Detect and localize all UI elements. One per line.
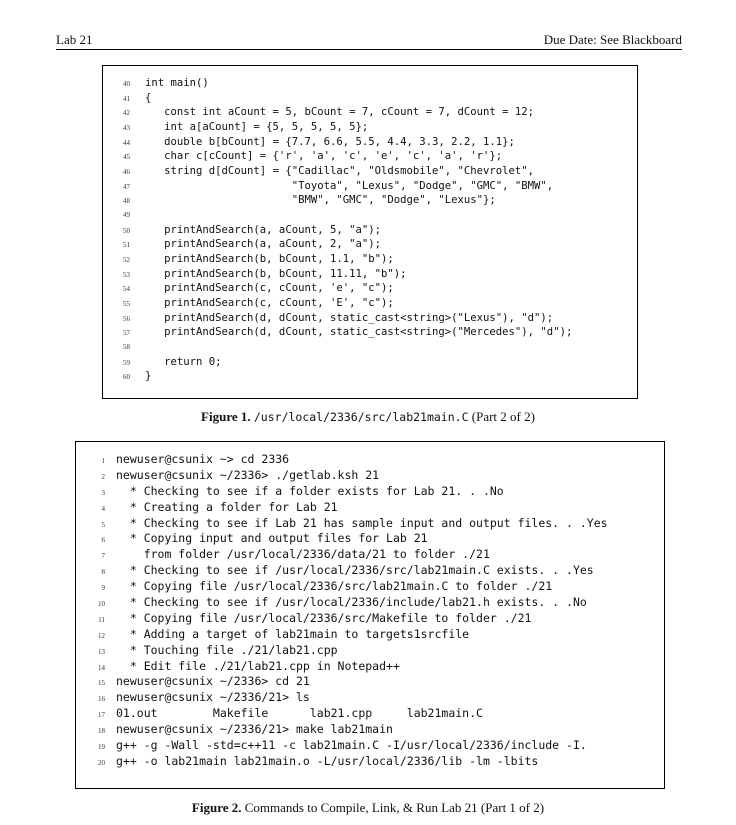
- line-number: 41: [123, 94, 130, 103]
- line-text: * Touching file ./21/lab21.cpp: [116, 642, 338, 657]
- line-number: 13: [98, 647, 105, 656]
- line-number: 9: [101, 584, 105, 593]
- line-text: int a[aCount] = {5, 5, 5, 5, 5};: [145, 121, 369, 134]
- code-line: [103, 355, 572, 370]
- line-number: 50: [123, 226, 130, 235]
- line-text: newuser@csunix ~/2336/21> make lab21main: [116, 722, 393, 737]
- line-number: 56: [123, 314, 130, 323]
- line-text: printAndSearch(a, aCount, 5, "a");: [145, 223, 381, 236]
- line-number: 19: [98, 743, 105, 752]
- figure2-terminal-box: [75, 441, 665, 789]
- line-number: 8: [101, 568, 105, 577]
- line-text: "BMW", "GMC", "Dodge", "Lexus"};: [145, 194, 496, 207]
- line-number: 51: [123, 241, 130, 250]
- line-text: from folder /usr/local/2336/data/21 to folder ./21: [116, 547, 490, 562]
- code-line: [103, 208, 572, 223]
- code-line: [76, 643, 608, 659]
- code-line: [76, 690, 608, 706]
- figure2-caption-text: Commands to Compile, Link, & Run Lab 21 (Part 1 of 2): [244, 800, 545, 815]
- line-number: 1: [101, 457, 105, 465]
- line-number: 57: [123, 329, 130, 338]
- line-text: printAndSearch(d, dCount, static_cast<string>("Lexus"), "d");: [145, 311, 554, 324]
- code-line: [76, 611, 608, 627]
- line-text: * Copying input and output files for Lab 21: [116, 531, 428, 546]
- line-number: 58: [123, 343, 130, 352]
- code-line: [76, 516, 608, 532]
- line-text: * Checking to see if /usr/local/2336/src/lab21main.C exists. . .Yes: [116, 563, 594, 578]
- line-text: newuser@csunix ~> cd 2336: [116, 452, 290, 466]
- line-text: printAndSearch(d, dCount, static_cast<string>("Mercedes"), "d");: [145, 326, 573, 339]
- line-number: 54: [123, 285, 130, 294]
- line-number: 48: [123, 197, 130, 206]
- line-text: }: [145, 370, 152, 383]
- code-line: [103, 149, 572, 164]
- line-number: 15: [98, 679, 105, 688]
- line-text: 01.out Makefile lab21.cpp lab21main.C: [116, 706, 483, 721]
- line-number: 44: [123, 138, 130, 147]
- code-line: [103, 223, 572, 238]
- figure1-caption-path: /usr/local/2336/src/lab21main.C: [253, 410, 469, 424]
- line-number: 40: [123, 80, 130, 88]
- figure1-caption: [0, 409, 736, 425]
- line-text: * Adding a target of lab21main to targets1srcfile: [116, 626, 470, 641]
- line-number: 16: [98, 695, 105, 704]
- code-line: [103, 281, 572, 296]
- line-number: 60: [123, 373, 130, 382]
- code-line: [76, 579, 608, 595]
- line-number: 55: [123, 300, 130, 309]
- code-line: [76, 674, 608, 690]
- line-number: 17: [98, 711, 105, 720]
- line-text: int main(): [145, 77, 209, 89]
- code-line: [103, 252, 572, 267]
- figure2-caption-label: Figure 2.: [191, 800, 242, 815]
- code-line: [103, 76, 572, 91]
- line-number: 18: [98, 727, 105, 736]
- code-line: [76, 468, 608, 484]
- line-number: 3: [101, 488, 105, 497]
- figure1-caption-label: Figure 1.: [201, 409, 251, 424]
- line-text: printAndSearch(b, bCount, 1.1, "b");: [145, 253, 394, 266]
- line-number: 20: [98, 758, 105, 767]
- code-line: [103, 91, 572, 106]
- line-number: 42: [123, 109, 130, 118]
- line-text: newuser@csunix ~/2336> ./getlab.ksh 21: [116, 467, 380, 482]
- line-text: string d[dCount] = {"Cadillac", "Oldsmobile", "Chevrolet",: [145, 165, 535, 178]
- line-number: 5: [101, 520, 105, 529]
- line-number: 2: [101, 472, 105, 481]
- code-line: [103, 135, 572, 150]
- code-line: [103, 164, 572, 179]
- due-date: Due Date: See Blackboard: [543, 32, 682, 47]
- code-line: [76, 500, 608, 516]
- line-number: 45: [123, 153, 130, 162]
- line-number: 49: [123, 211, 130, 220]
- line-number: 7: [101, 552, 105, 561]
- code-line: [76, 595, 608, 611]
- line-number: 53: [123, 270, 130, 279]
- line-text: * Checking to see if Lab 21 has sample input and output files. . .Yes: [116, 515, 608, 530]
- line-text: const int aCount = 5, bCount = 7, cCount = 7, dCount = 12;: [145, 106, 535, 119]
- code-line: [103, 340, 572, 355]
- code-line: [76, 627, 608, 643]
- line-text: g++ -o lab21main lab21main.o -L/usr/local/2336/lib -lm -lbits: [116, 753, 539, 768]
- line-number: 6: [101, 536, 105, 545]
- code-line: [103, 120, 572, 135]
- line-text: printAndSearch(a, aCount, 2, "a");: [145, 238, 381, 251]
- line-number: 10: [98, 600, 105, 609]
- code-line: [76, 738, 608, 754]
- figure1-code-listing: [103, 76, 572, 384]
- line-number: 47: [123, 182, 130, 191]
- code-line: [103, 267, 572, 282]
- line-number: 4: [101, 504, 105, 513]
- code-line: [103, 193, 572, 208]
- line-text: printAndSearch(b, bCount, 11.11, "b");: [145, 267, 407, 280]
- code-line: [103, 105, 572, 120]
- line-text: * Creating a folder for Lab 21: [116, 499, 338, 514]
- line-text: double b[bCount] = {7.7, 6.6, 5.5, 4.4, 3.3, 2.2, 1.1};: [145, 135, 515, 148]
- line-text: printAndSearch(c, cCount, 'e', "c");: [145, 282, 394, 295]
- line-number: 43: [123, 124, 130, 133]
- code-line: [103, 311, 572, 326]
- page-header: [56, 32, 682, 50]
- figure1-caption-suffix: (Part 2 of 2): [471, 409, 535, 424]
- line-number: 14: [98, 663, 105, 672]
- figure2-caption: [0, 800, 736, 816]
- code-line: [76, 484, 608, 500]
- lab-title: Lab 21: [56, 32, 93, 47]
- line-text: * Copying file /usr/local/2336/src/Makefile to folder ./21: [116, 610, 532, 625]
- line-text: "Toyota", "Lexus", "Dodge", "GMC", "BMW",: [145, 179, 554, 192]
- code-line: [76, 563, 608, 579]
- line-text: * Edit file ./21/lab21.cpp in Notepad++: [116, 658, 400, 673]
- figure1-code-box: [102, 65, 638, 399]
- code-line: [76, 722, 608, 738]
- line-text: newuser@csunix ~/2336/21> ls: [116, 690, 310, 705]
- code-line: [76, 659, 608, 675]
- line-number: 11: [98, 615, 105, 624]
- code-line: [76, 531, 608, 547]
- line-text: newuser@csunix ~/2336> cd 21: [116, 674, 310, 689]
- code-line: [76, 706, 608, 722]
- code-line: [103, 179, 572, 194]
- code-line: [76, 452, 608, 468]
- line-number: 46: [123, 168, 130, 177]
- line-number: 52: [123, 256, 130, 265]
- line-text: * Checking to see if /usr/local/2336/include/lab21.h exists. . .No: [116, 595, 587, 610]
- code-line: [76, 754, 608, 770]
- line-text: * Checking to see if a folder exists for Lab 21. . .No: [116, 483, 504, 498]
- line-text: return 0;: [145, 355, 222, 368]
- code-line: [76, 547, 608, 563]
- line-text: printAndSearch(c, cCount, 'E', "c");: [145, 297, 394, 310]
- line-text: * Copying file /usr/local/2336/src/lab21main.C to folder ./21: [116, 579, 553, 594]
- code-line: [103, 369, 572, 384]
- line-text: g++ -g -Wall -std=c++11 -c lab21main.C -I/usr/local/2336/include -I.: [116, 738, 587, 753]
- code-line: [103, 296, 572, 311]
- code-line: [103, 237, 572, 252]
- figure2-terminal-listing: [76, 452, 608, 770]
- line-number: 12: [98, 631, 105, 640]
- code-line: [103, 325, 572, 340]
- line-number: 59: [123, 358, 130, 367]
- line-text: char c[cCount] = {'r', 'a', 'c', 'e', 'c', 'a', 'r'};: [145, 150, 503, 163]
- line-text: {: [145, 91, 152, 104]
